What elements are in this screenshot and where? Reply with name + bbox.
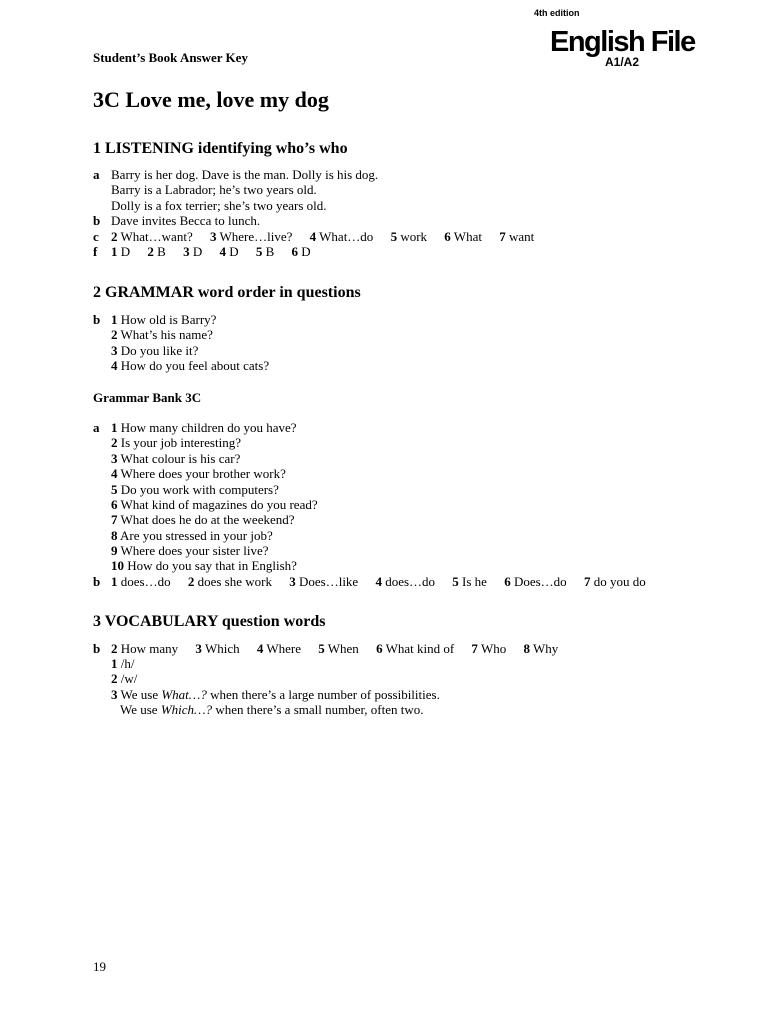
answer-item: 5 B [255,244,275,259]
answer-item: 4 Where [256,641,301,656]
book-subtitle: Student’s Book Answer Key [93,50,248,65]
answer-item: 1 D [111,244,131,259]
answer-item: 10 How do you say that in English? [111,558,297,573]
answer-text: Dolly is a fox terrier; she’s two years old. [111,198,327,213]
item-letter: b [93,574,101,589]
edition-label: 4th edition [534,8,580,18]
answer-item: 2 What’s his name? [111,327,213,342]
level-label: A1/A2 [605,55,640,69]
item-letter: b [93,213,101,228]
item-letter: f [93,244,98,259]
answer-item: 2 Is your job interesting? [111,435,241,450]
item-letter: c [93,229,99,244]
answer-item: 4 D [219,244,239,259]
answer-item: 7 What does he do at the weekend? [111,512,295,527]
answer-item: 3 We use What…? when there’s a large number of possibilities. [111,687,440,702]
answer-item: We use Which…? when there’s a small number, often two. [120,702,424,717]
section-3-heading: 3 VOCABULARY question words [93,613,326,630]
answer-item: 2 /w/ [111,671,138,686]
grammar-bank-heading: Grammar Bank 3C [93,390,202,405]
answer-item: 6 What [444,229,482,244]
answer-item: 1 does…do [111,574,171,589]
answer-text: Dave invites Becca to lunch. [111,213,261,228]
section-1-heading: 1 LISTENING identifying who’s who [93,140,348,157]
item-letter: a [93,420,100,435]
answer-item: 3 Do you like it? [111,343,199,358]
answer-item: 4 Where does your brother work? [111,466,286,481]
answer-item: 1 How old is Barry? [111,312,217,327]
item-letter: a [93,167,100,182]
answer-item: 7 want [499,229,535,244]
answer-item: 9 Where does your sister live? [111,543,269,558]
answer-item: 6 What kind of magazines do you read? [111,497,318,512]
lesson-title: 3C Love me, love my dog [93,87,329,112]
answer-item: 3 Where…live? [209,229,293,244]
answer-item: 2 What…want? [111,229,193,244]
answer-item: 3 Which [195,641,240,656]
answer-item: 3 Does…like [289,574,359,589]
answer-text: Barry is a Labrador; he’s two years old. [111,182,317,197]
answer-item: 4 How do you feel about cats? [111,358,270,373]
answer-item: 8 Are you stressed in your job? [111,528,273,543]
answer-item: 2 How many [111,641,179,656]
answer-item: 6 What kind of [376,641,455,656]
answer-item: 6 Does…do [504,574,567,589]
answer-item: 2 B [147,244,166,259]
answer-item: 5 Is he [452,574,487,589]
answer-row [111,641,558,656]
answer-item: 1 How many children do you have? [111,420,297,435]
answer-row [111,244,311,259]
answer-item: 2 does she work [187,574,272,589]
section-2-heading: 2 GRAMMAR word order in questions [93,284,361,301]
answer-item: 3 D [183,244,203,259]
answer-item: 6 D [291,244,311,259]
answer-item: 4 What…do [309,229,374,244]
answer-item: 7 Who [471,641,507,656]
page-number: 19 [93,959,106,974]
answer-item: 4 does…do [375,574,436,589]
answer-item: 7 do you do [583,574,646,589]
answer-item: 8 Why [523,641,559,656]
item-letter: b [93,312,101,327]
answer-item: 5 work [390,229,428,244]
answer-row [111,229,534,244]
answer-item: 5 When [318,641,359,656]
answer-text: Barry is her dog. Dave is the man. Dolly is his dog. [111,167,379,182]
english-file-logo: English File [550,26,695,58]
answer-item: 5 Do you work with computers? [111,482,279,497]
answer-row [111,574,646,589]
answer-item: 3 What colour is his car? [111,451,241,466]
item-letter: b [93,641,101,656]
answer-item: 1 /h/ [111,656,135,671]
